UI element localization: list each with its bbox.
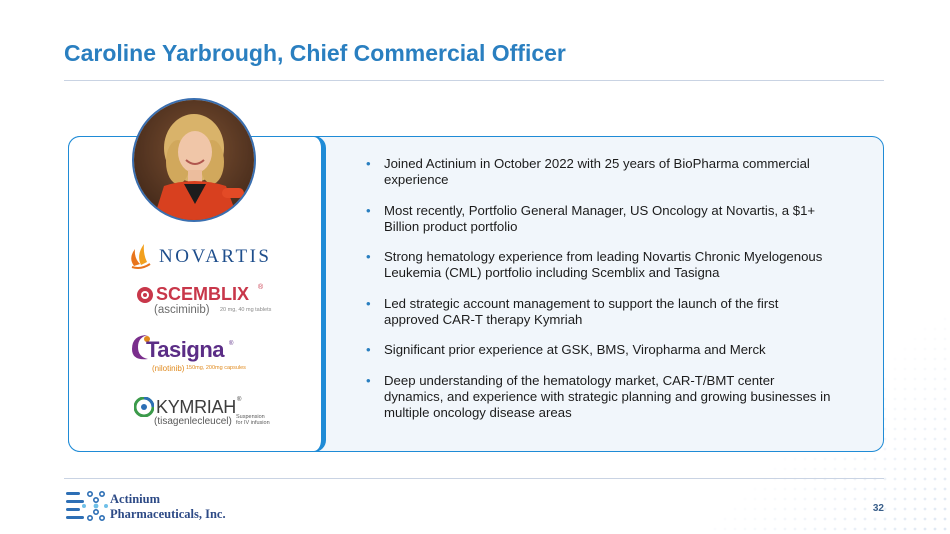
- bullet-item: • Most recently, Portfolio General Manager, US Oncology at Novartis, a $1+ Billion product portfolio: [366, 202, 816, 234]
- tasigna-wordmark: Tasigna: [146, 337, 225, 362]
- tasigna-logo: [128, 331, 248, 375]
- scemblix-registered: ®: [258, 284, 264, 291]
- company-name-line-1: Actinium: [110, 492, 160, 506]
- page-number: 32: [872, 503, 884, 514]
- bullet-dot-icon: •: [366, 202, 371, 218]
- bullet-dot-icon: •: [366, 156, 371, 171]
- bullet-item: • Led strategic account management to support the launch of the first approved CAR-T therapy Kymriah: [366, 295, 779, 327]
- novartis-flame-icon: [126, 240, 156, 270]
- novartis-logo: [126, 240, 272, 270]
- company-name: [110, 492, 226, 522]
- bullet-item: • Joined Actinium in October 2022 with 25 years of BioPharma commercial experience: [366, 156, 810, 187]
- bullet-dot-icon: •: [366, 372, 371, 388]
- bullet-dot-icon: •: [366, 295, 371, 311]
- bullet-item: • Significant prior experience at GSK, BMS, Viropharma and Merck: [366, 342, 766, 357]
- kymriah-form-line-2: for IV infusion: [236, 420, 270, 426]
- bullet-item: • Deep understanding of the hematology market, CAR-T/BMT center dynamics, and experience with strategic planning and growing businesses in multiple oncology disease areas: [366, 372, 831, 420]
- bullet-dot-icon: •: [366, 249, 371, 264]
- kymriah-form-line-1: Suspension: [236, 414, 265, 420]
- scemblix-generic-name: (asciminib): [154, 304, 210, 316]
- kymriah-logo: [134, 396, 274, 428]
- tasigna-registered: ®: [229, 341, 234, 347]
- actinium-logo-icon: [64, 486, 110, 526]
- kymriah-circle-icon: [134, 397, 154, 417]
- novartis-wordmark: NOVARTIS: [159, 246, 272, 267]
- company-name-line-2: Pharmaceuticals, Inc.: [110, 507, 226, 521]
- kymriah-registered: ®: [237, 397, 242, 403]
- kymriah-wordmark: KYMRIAH: [156, 397, 236, 417]
- footer-divider: [64, 478, 884, 479]
- tasigna-dose: 150mg, 200mg capsules: [186, 365, 246, 371]
- scemblix-wordmark: SCEMBLIX: [156, 284, 250, 304]
- slide-title: Caroline Yarbrough, Chief Commercial Officer: [64, 40, 566, 66]
- title-divider: [64, 80, 884, 81]
- tasigna-generic-name: (nilotinib): [152, 364, 185, 373]
- bullet-dot-icon: •: [366, 342, 371, 357]
- portrait-photo: [132, 98, 256, 222]
- scemblix-logo: [134, 284, 274, 320]
- scemblix-circle-icon: [136, 286, 154, 304]
- bullet-item: • Strong hematology experience from leading Novartis Chronic Myelogenous Leukemia (CML) portfolio including Scemblix and Tasigna: [366, 249, 823, 280]
- kymriah-generic-name: (tisagenlecleucel): [154, 416, 232, 427]
- scemblix-dose: 20 mg, 40 mg tablets: [220, 307, 272, 313]
- bullet-list: [366, 156, 836, 435]
